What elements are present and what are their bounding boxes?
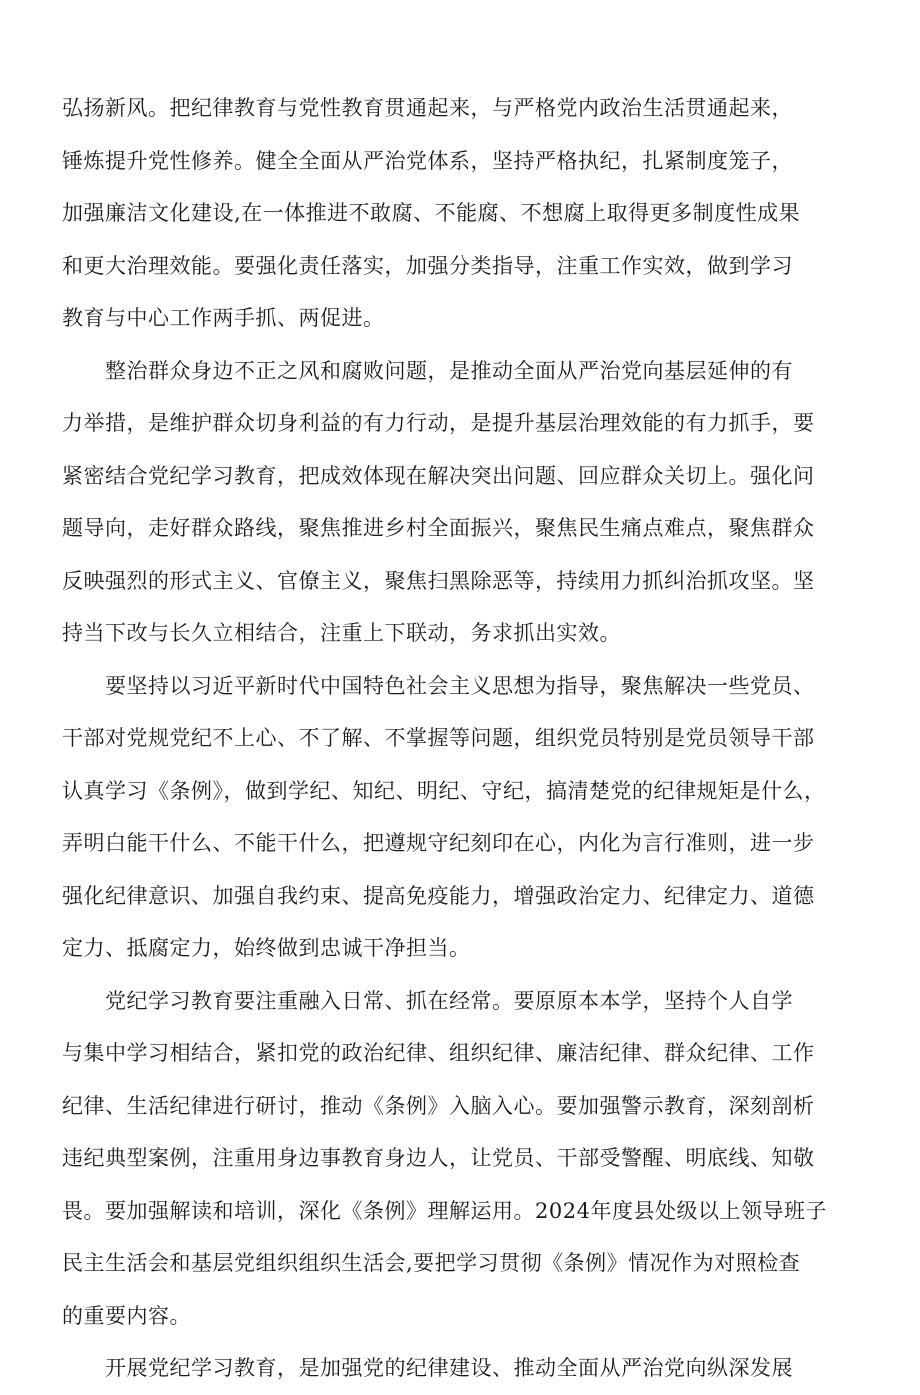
text-line: 畏。要加强解读和培训，深化《条例》理解运用。2024年度县处级以上领导班子 (62, 1198, 827, 1223)
text-line: 加强廉洁文化建设,在一体推进不敢腐、不能腐、不想腐上取得更多制度性成果 (62, 201, 801, 225)
text-line: 锤炼提升党性修养。健全全面从严治党体系，坚持严格执纪，扎紧制度笼子， (62, 148, 793, 173)
text-line: 反映强烈的形式主义、官僚主义，聚焦扫黑除恶等，持续用力抓纠治抓攻坚。坚 (62, 568, 815, 593)
text-line: 题导向，走好群众路线，聚焦推进乡村全面振兴，聚焦民生痛点难点，聚焦群众 (62, 516, 815, 540)
text-line: 纪律、生活纪律进行研讨，推动《条例》入脑入心。要加强警示教育，深刻剖析 (62, 1093, 815, 1118)
text-line: 弄明白能干什么、不能干什么，把遵规守纪刻印在心，内化为言行准则，进一步 (62, 831, 815, 855)
paragraph (62, 1342, 868, 1395)
text-line: 民主生活会和基层党组织组织生活会,要把学习贯彻《条例》情况作为对照检查 (62, 1251, 801, 1275)
text-line: 要坚持以习近平新时代中国特色社会主义思想为指导，聚焦解决一些党员、 (62, 673, 815, 698)
text-line: 定力、抵腐定力，始终做到忠诚干净担当。 (62, 936, 471, 960)
text-line: 党纪学习教育要注重融入日常、抓在经常。要原原本本学，坚持个人自学 (62, 988, 793, 1013)
text-line: 和更大治理效能。要强化责任落实，加强分类指导，注重工作实效，做到学习 (62, 253, 793, 278)
text-line: 干部对党规党纪不上心、不了解、不掌握等问题，组织党员特别是党员领导干部 (62, 726, 815, 750)
text-line: 教育与中心工作两手抓、两促进。 (62, 306, 385, 330)
paragraph (62, 82, 868, 345)
text-line: 开展党纪学习教育，是加强党的纪律建设、推动全面从严治党向纵深发展 (62, 1356, 793, 1380)
text-line: 强化纪律意识、加强自我约束、提高免疫能力，增强政治定力、纪律定力、道德 (62, 883, 815, 908)
text-line: 持当下改与长久立相结合，注重上下联动，务求抓出实效。 (62, 621, 621, 645)
text-line: 与集中学习相结合，紧扣党的政治纪律、组织纪律、廉洁纪律、群众纪律、工作 (62, 1041, 815, 1065)
document-body (62, 82, 868, 1395)
text-line: 认真学习《条例》，做到学纪、知纪、明纪、守纪，搞清楚党的纪律规矩是什么， (62, 778, 826, 803)
text-line: 违纪典型案例，注重用身边事教育身边人，让党员、干部受警醒、明底线、知敬 (62, 1146, 815, 1170)
text-line: 整治群众身边不正之风和腐败问题，是推动全面从严治党向基层延伸的有 (62, 358, 793, 383)
text-line: 弘扬新风。把纪律教育与党性教育贯通起来，与严格党内政治生活贯通起来， (62, 96, 793, 120)
text-line: 紧密结合党纪学习教育，把成效体现在解决突出问题、回应群众关切上。强化问 (62, 463, 815, 488)
paragraph (62, 660, 868, 975)
paragraph (62, 345, 868, 660)
text-line: 的重要内容。 (62, 1303, 191, 1328)
paragraph (62, 975, 868, 1343)
text-line: 力举措，是维护群众切身利益的有力行动，是提升基层治理效能的有力抓手，要 (62, 411, 815, 435)
